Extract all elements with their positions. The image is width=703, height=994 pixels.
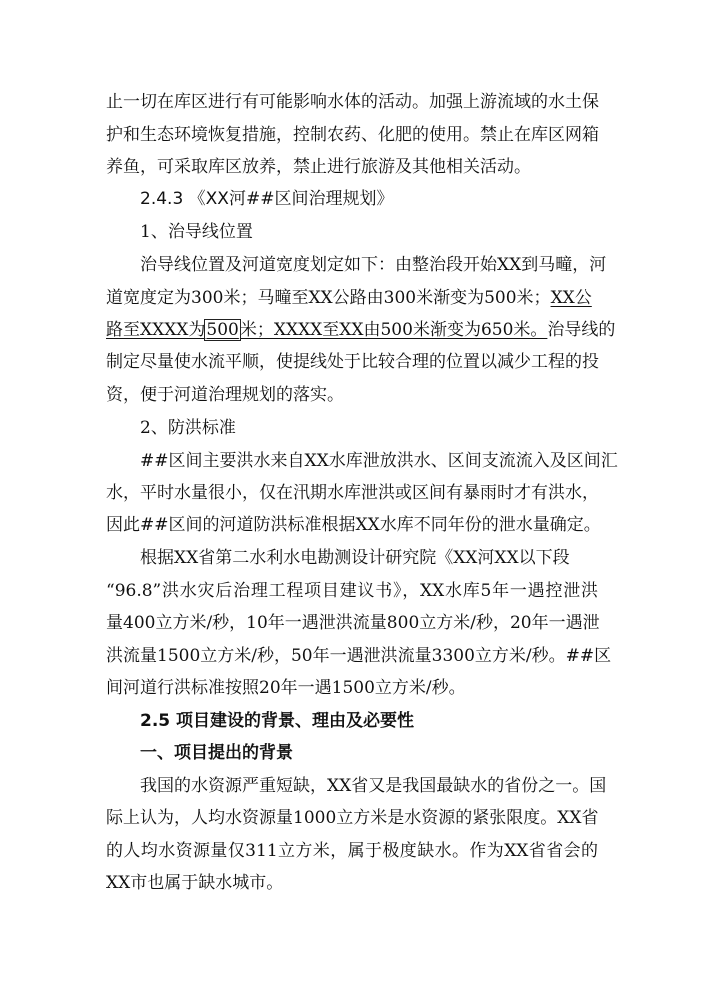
- text-run: 治导线的: [547, 320, 616, 340]
- underlined-text: 米；XXXX至XX由500米渐变为650米。: [239, 320, 548, 340]
- paragraph-line: 止一切在库区进行有可能影响水体的活动。加强上游流域的水土保: [106, 92, 599, 112]
- paragraph-line: “96.8”洪水灾后治理工程项目建议书》，XX水库5年一遇控泄洪: [106, 581, 598, 601]
- subheading-1: 1、治导线位置: [140, 222, 253, 242]
- paragraph-line: 制定尽量使水流平顺，使提线处于比较合理的位置以减少工程的投: [106, 352, 599, 372]
- paragraph-line: 洪流量1500立方米/秒，50年一遇泄洪流量3300立方米/秒。##区: [106, 646, 612, 666]
- subheading-background: 一、项目提出的背景: [140, 743, 293, 763]
- paragraph-line: [106, 286, 598, 310]
- paragraph-line: 养鱼，可采取库区放养，禁止进行旅游及其他相关活动。: [106, 157, 531, 177]
- paragraph-line: 的人均水资源量仅311立方米，属于极度缺水。作为XX省省会的: [106, 841, 598, 861]
- paragraph-line: 我国的水资源严重短缺，XX省又是我国最缺水的省份之一。国: [140, 776, 607, 796]
- underlined-text: XX公: [550, 288, 592, 308]
- paragraph-line: 资，便于河道治理规划的落实。: [106, 385, 344, 405]
- underlined-text: 路至XXXX为: [106, 320, 206, 340]
- section-heading-2-5: 2.5 项目建设的背景、理由及必要性: [140, 711, 415, 731]
- paragraph-line: 际上认为，人均水资源量1000立方米是水资源的紧张限度。XX省: [106, 808, 599, 828]
- paragraph-line: [106, 318, 616, 342]
- paragraph-line: 治导线位置及河道宽度划定如下：由整治段开始XX到马疃，河: [140, 255, 607, 275]
- boxed-value: 500: [206, 320, 239, 340]
- paragraph-line: ##区间主要洪水来自XX水库泄放洪水、区间支流流入及区间汇: [140, 451, 618, 471]
- paragraph-line: XX市也属于缺水城市。: [106, 873, 284, 893]
- text-run: 道宽度定为300米；马疃至XX公路由300米渐变为500米；: [106, 288, 551, 308]
- subheading-2: 2、防洪标准: [140, 418, 236, 438]
- paragraph-line: 护和生态环境恢复措施，控制农药、化肥的使用。禁止在库区网箱: [106, 125, 599, 145]
- paragraph-line: 根据XX省第二水利水电勘测设计研究院《XX河XX以下段: [140, 548, 570, 568]
- paragraph-line: 间河道行洪标准按照20年一遇1500立方米/秒。: [106, 678, 466, 698]
- paragraph-line: 水，平时水量很小，仅在汛期水库泄洪或区间有暴雨时才有洪水，: [106, 483, 599, 503]
- paragraph-line: 量400立方米/秒，10年一遇泄洪流量800立方米/秒，20年一遇泄: [106, 613, 600, 633]
- paragraph-line: 因此##区间的河道防洪标准根据XX水库不同年份的泄水量确定。: [106, 515, 601, 535]
- section-heading-2-4-3: 2.4.3 《XX河##区间治理规划》: [140, 189, 394, 209]
